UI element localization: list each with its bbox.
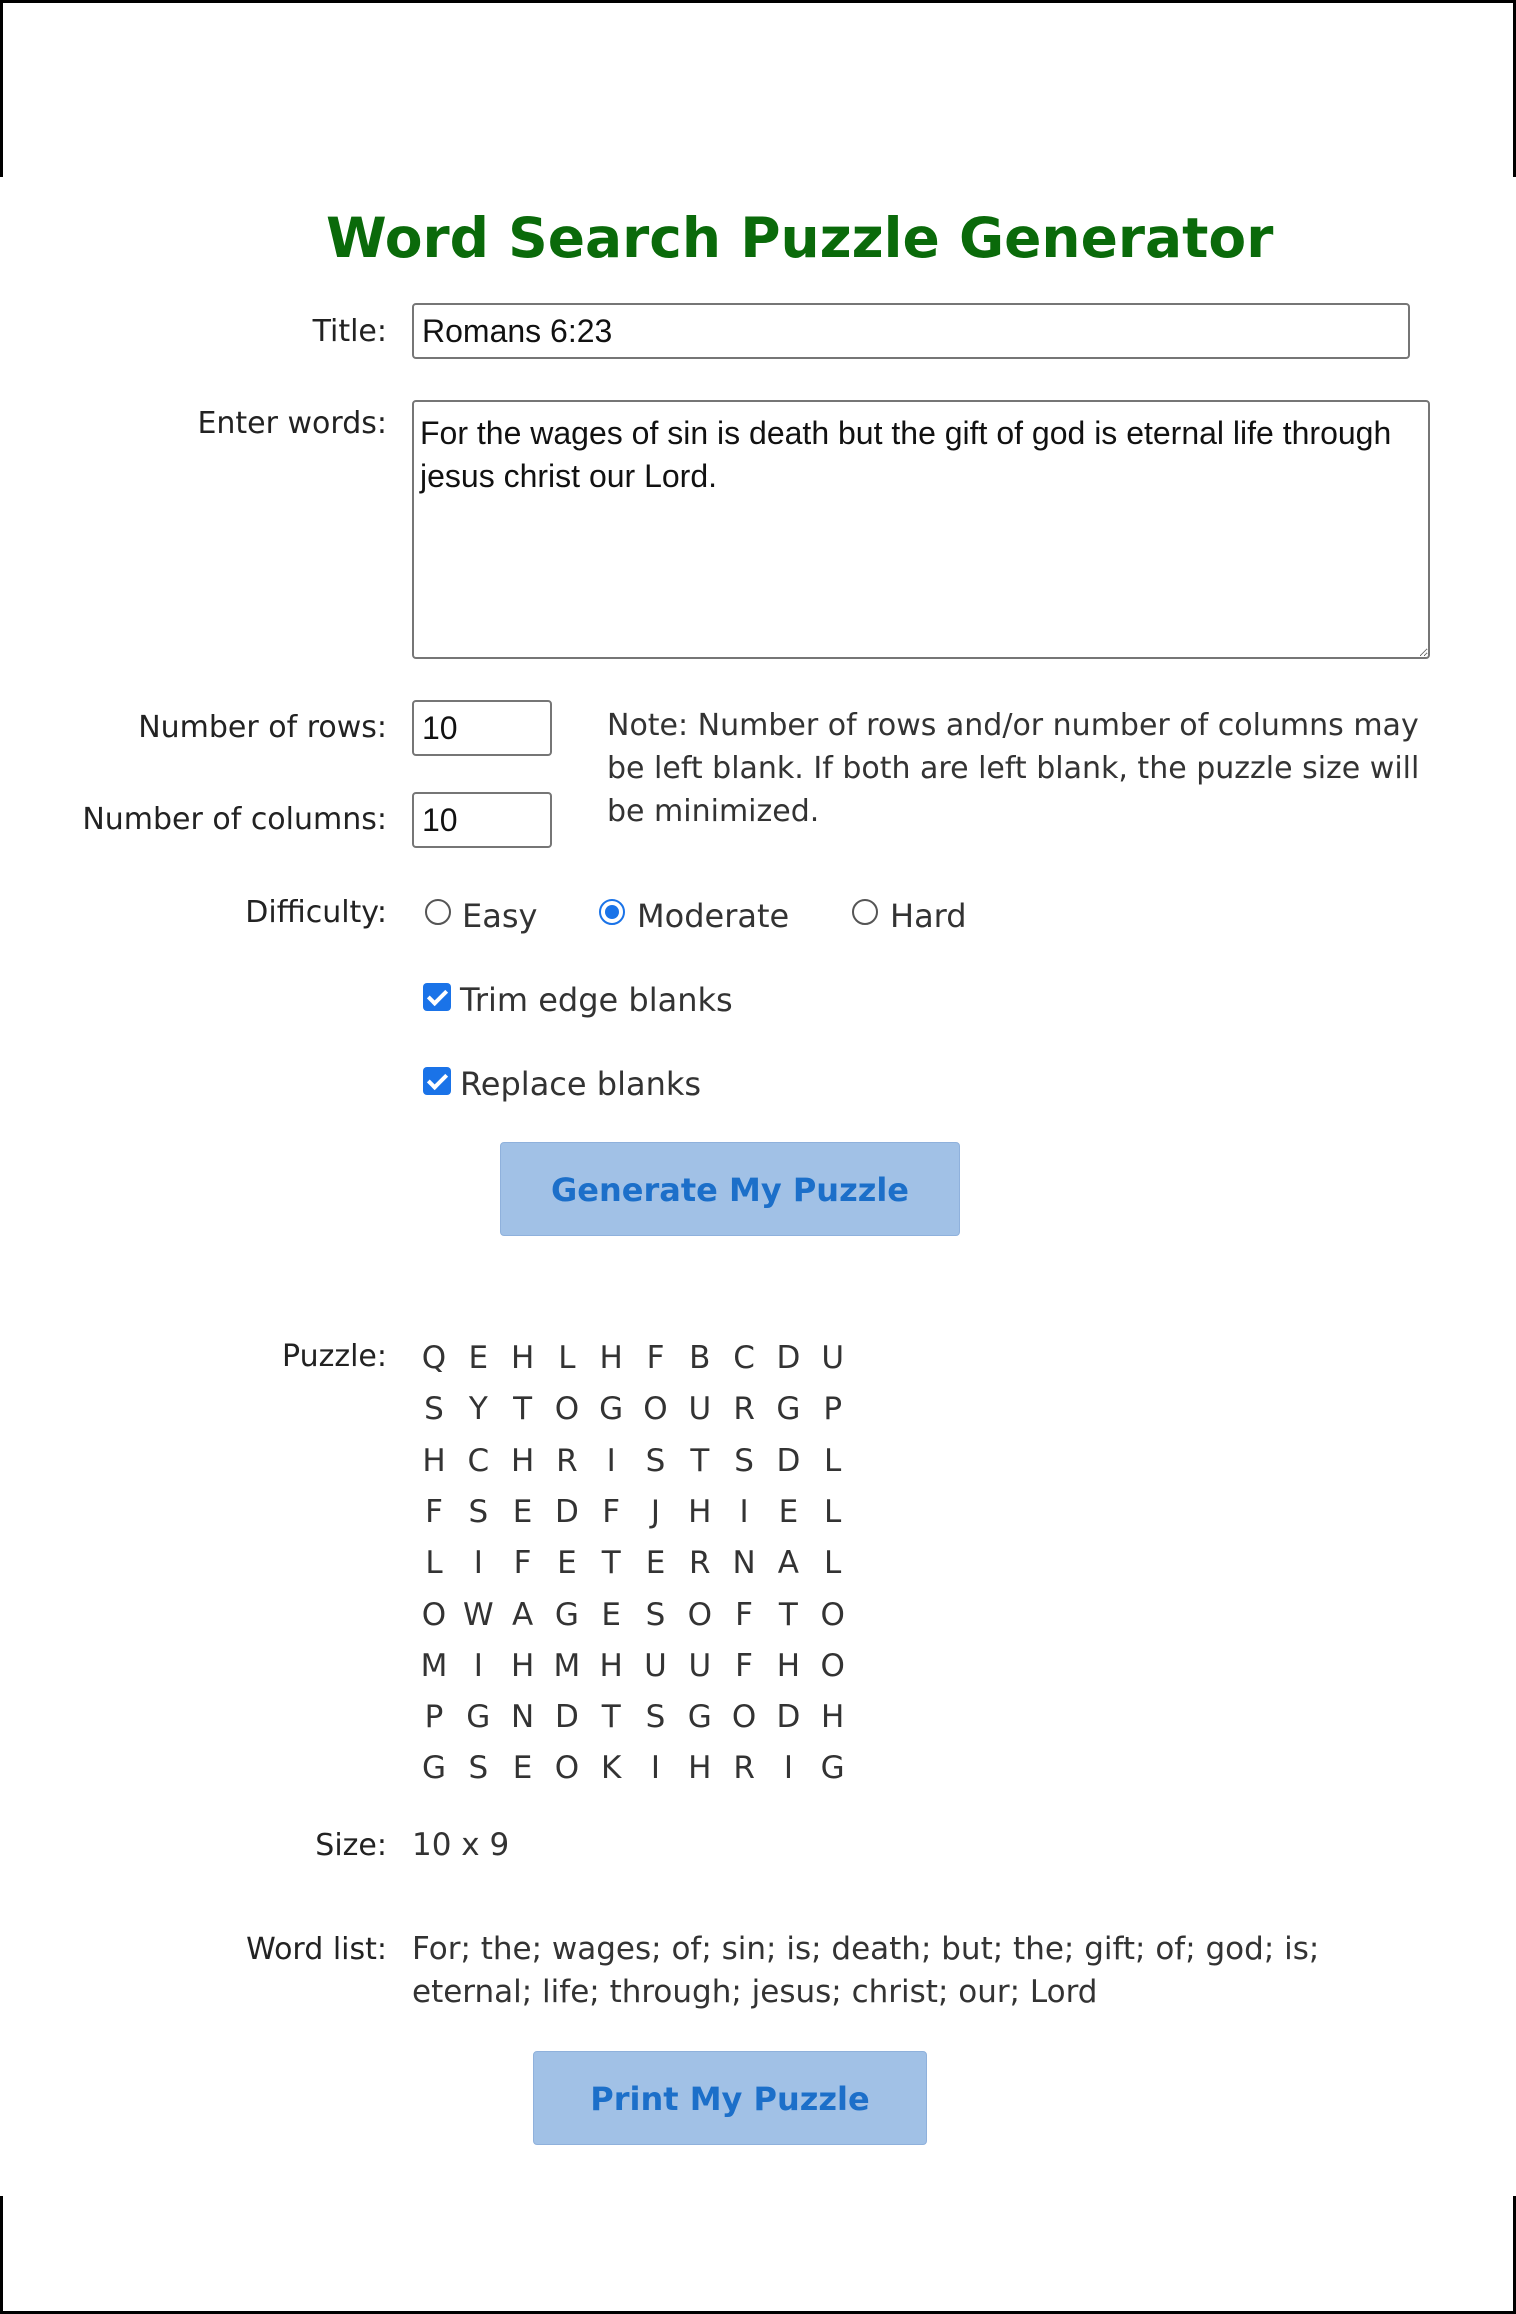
puzzle-cell: B [689, 1340, 711, 1376]
frame-left-bottom-mark [0, 2196, 3, 2314]
puzzle-cell: O [687, 1596, 712, 1633]
difficulty-label: Difficulty: [245, 895, 387, 930]
puzzle-cell: N [732, 1545, 756, 1582]
puzzle-cell: F [735, 1647, 754, 1684]
puzzle-cell: S [424, 1391, 444, 1428]
puzzle-cell: U [644, 1647, 667, 1684]
difficulty-hard-label[interactable]: Hard [890, 897, 967, 935]
puzzle-cell: T [601, 1699, 621, 1736]
puzzle-cell: I [606, 1442, 616, 1479]
puzzle-cell: I [739, 1493, 749, 1530]
difficulty-easy-radio[interactable] [425, 899, 451, 925]
puzzle-cell: L [425, 1545, 443, 1582]
puzzle-cell: I [473, 1647, 483, 1684]
puzzle-cell: O [643, 1391, 668, 1428]
puzzle-cell: I [650, 1750, 661, 1787]
trim-edge-label[interactable]: Trim edge blanks [460, 981, 733, 1019]
puzzle-cell: G [599, 1391, 624, 1428]
puzzle-cell: O [820, 1596, 845, 1633]
puzzle-cell: M [553, 1647, 581, 1684]
puzzle-cell: H [510, 1442, 535, 1479]
puzzle-cell: F [425, 1493, 443, 1530]
puzzle-cell: R [733, 1750, 755, 1787]
puzzle-cell: C [733, 1340, 755, 1376]
puzzle-cell: H [599, 1340, 623, 1376]
puzzle-cell: S [645, 1596, 666, 1633]
puzzle-cell: G [466, 1699, 491, 1736]
puzzle-cell: Q [421, 1340, 447, 1376]
puzzle-cell: T [690, 1442, 710, 1479]
difficulty-hard-radio[interactable] [852, 899, 878, 925]
puzzle-cell: H [599, 1647, 623, 1684]
print-puzzle-button[interactable]: Print My Puzzle [533, 2051, 927, 2145]
words-textarea[interactable] [412, 400, 1430, 659]
puzzle-cell: U [821, 1340, 845, 1376]
puzzle-cell: R [733, 1391, 755, 1428]
puzzle-cell: D [554, 1699, 579, 1736]
size-label: Size: [315, 1828, 387, 1863]
puzzle-cell: E [601, 1596, 621, 1633]
puzzle-cell: F [602, 1493, 621, 1530]
puzzle-cell: I [473, 1545, 483, 1582]
puzzle-cell: P [823, 1391, 843, 1428]
wordlist-value: For; the; wages; of; sin; is; death; but; the; gift; of; god; is; eternal; life; through; jesus; christ; our; Lord [412, 1931, 1320, 2010]
puzzle-cell: A [511, 1596, 534, 1633]
puzzle-cell: U [688, 1391, 712, 1428]
puzzle-cell: E [468, 1340, 489, 1376]
puzzle-cell: D [776, 1340, 801, 1376]
puzzle-cell: W [462, 1596, 494, 1633]
puzzle-cell: U [688, 1647, 712, 1684]
title-label: Title: [312, 314, 387, 349]
puzzle-cell: G [820, 1750, 845, 1787]
rows-input[interactable] [412, 700, 552, 756]
page-title: Word Search Puzzle Generator [326, 206, 1274, 270]
puzzle-cell: A [777, 1545, 799, 1582]
puzzle-cell: J [650, 1493, 661, 1530]
puzzle-cell: H [821, 1699, 845, 1736]
generate-puzzle-button[interactable]: Generate My Puzzle [500, 1142, 960, 1236]
size-note: Note: Number of rows and/or number of columns may be left blank. If both are left blank, the puzzle size will be minimized. [607, 708, 1420, 829]
wordlist-label: Word list: [246, 1932, 387, 1967]
replace-blanks-checkbox[interactable] [423, 1067, 451, 1095]
puzzle-cell: D [776, 1442, 801, 1479]
puzzle-cell: H [422, 1442, 446, 1479]
puzzle-cell: O [731, 1699, 757, 1736]
cols-input[interactable] [412, 792, 552, 848]
title-input[interactable] [412, 303, 1410, 359]
puzzle-cell: G [554, 1596, 579, 1633]
puzzle-cell: D [776, 1699, 801, 1736]
puzzle-cell: O [820, 1647, 845, 1684]
puzzle-cell: O [554, 1391, 580, 1428]
puzzle-cell: T [778, 1596, 798, 1633]
puzzle-cell: P [424, 1699, 444, 1736]
puzzle-cell: H [510, 1647, 535, 1684]
frame-top-border [0, 0, 1516, 3]
puzzle-cell: G [687, 1699, 712, 1736]
puzzle-cell: T [513, 1391, 533, 1428]
trim-edge-checkbox[interactable] [423, 983, 451, 1011]
puzzle-cell: K [601, 1750, 622, 1787]
puzzle-cell: E [512, 1493, 533, 1530]
puzzle-cell: G [421, 1750, 447, 1787]
cols-label: Number of columns: [82, 802, 387, 837]
puzzle-cell: H [688, 1750, 712, 1787]
puzzle-cell: S [645, 1442, 666, 1479]
puzzle-cell: H [776, 1647, 801, 1684]
puzzle-cell: E [557, 1545, 577, 1582]
puzzle-cell: R [556, 1442, 578, 1479]
puzzle-cell: L [824, 1545, 842, 1582]
puzzle-cell: L [558, 1340, 576, 1376]
difficulty-easy-label[interactable]: Easy [462, 897, 538, 935]
puzzle-cell: O [554, 1750, 580, 1787]
puzzle-cell: Y [468, 1391, 488, 1428]
puzzle-cell: O [421, 1596, 447, 1633]
puzzle-cell: F [646, 1340, 665, 1376]
puzzle-cell: R [689, 1545, 711, 1582]
puzzle-label: Puzzle: [282, 1339, 387, 1374]
puzzle-cell: H [510, 1340, 535, 1376]
puzzle-cell: C [467, 1442, 490, 1479]
puzzle-cell: L [824, 1493, 842, 1530]
words-label: Enter words: [197, 406, 387, 441]
puzzle-cell: S [468, 1750, 489, 1787]
puzzle-cell: S [645, 1699, 666, 1736]
puzzle-cell: S [468, 1493, 489, 1530]
puzzle-cell: I [783, 1750, 793, 1787]
puzzle-cell: F [735, 1596, 754, 1633]
frame-left-top-mark [0, 0, 3, 177]
puzzle-cell: M [420, 1647, 448, 1684]
puzzle-cell: E [645, 1545, 666, 1582]
puzzle-cell: F [513, 1545, 532, 1582]
rows-label: Number of rows: [138, 710, 387, 745]
replace-blanks-label[interactable]: Replace blanks [460, 1065, 702, 1103]
puzzle-cell: H [688, 1493, 712, 1530]
puzzle-cell: G [776, 1391, 801, 1428]
puzzle-cell: T [601, 1545, 621, 1582]
difficulty-moderate-radio[interactable] [599, 899, 625, 925]
difficulty-moderate-label[interactable]: Moderate [637, 897, 790, 935]
puzzle-cell: S [734, 1442, 754, 1479]
puzzle-cell: E [778, 1493, 799, 1530]
puzzle-cell: N [510, 1699, 535, 1736]
puzzle-cell: L [824, 1442, 842, 1479]
size-value: 10 x 9 [412, 1827, 510, 1863]
puzzle-cell: D [554, 1493, 579, 1530]
puzzle-cell: E [512, 1750, 533, 1787]
